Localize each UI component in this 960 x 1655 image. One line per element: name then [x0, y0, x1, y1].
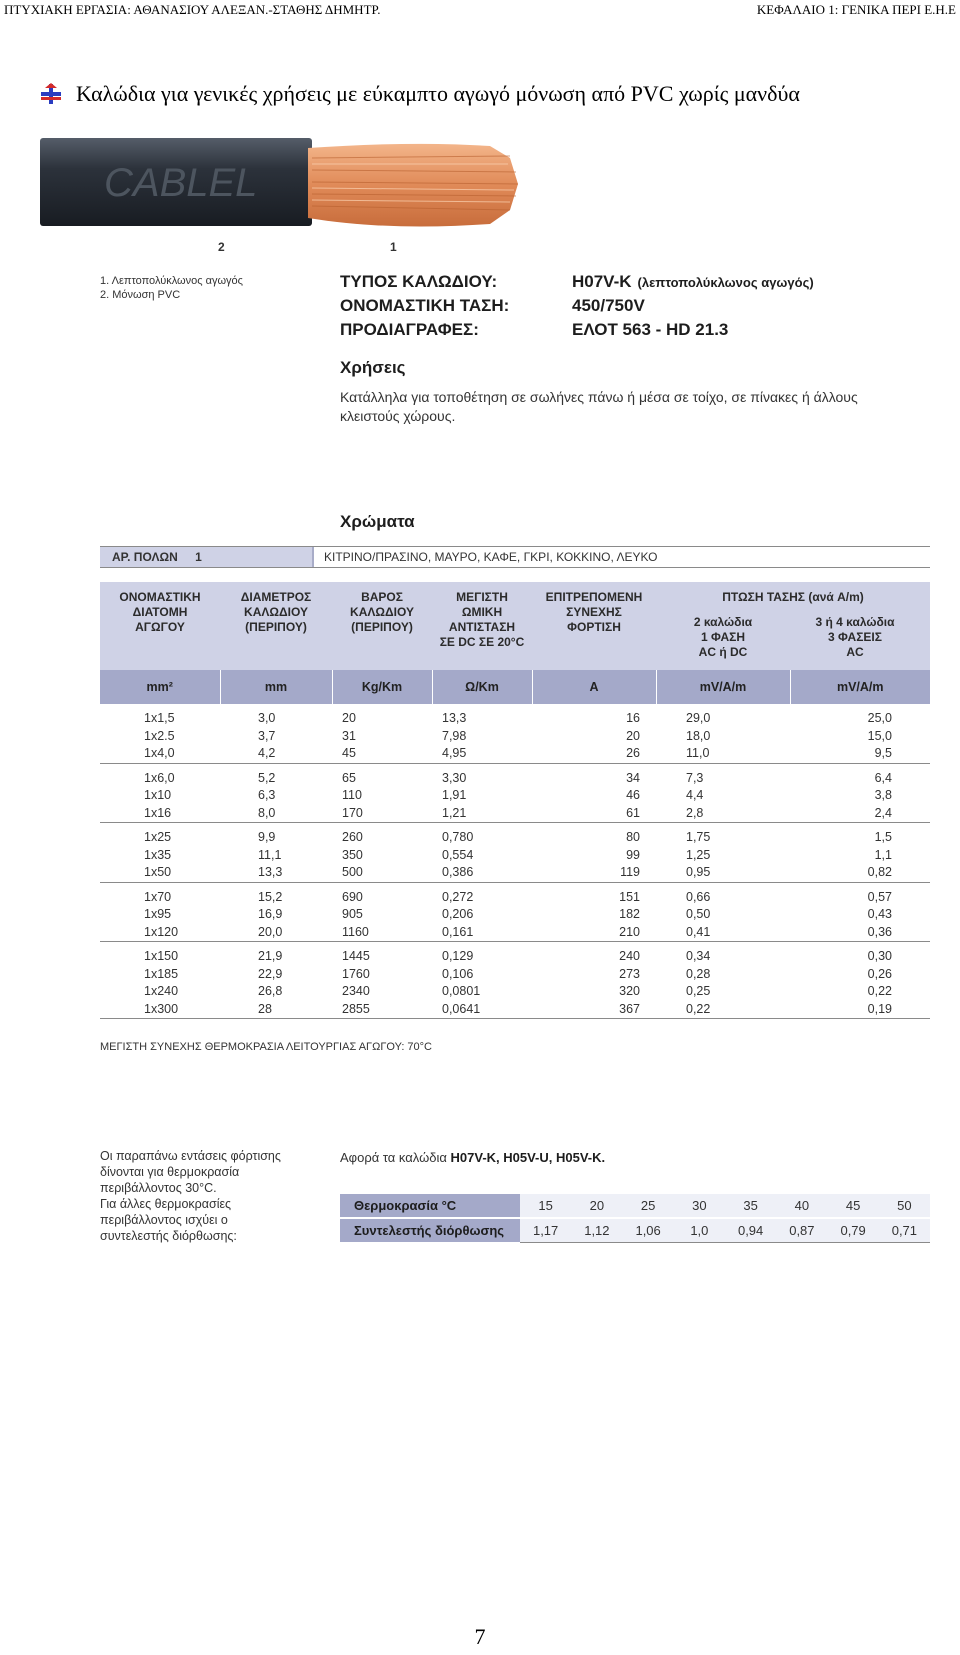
- legend-item: 1. Λεπτοπολύκλωνος αγωγός: [100, 275, 243, 287]
- bullet-arrow-icon: [40, 83, 62, 105]
- table-cell: 1x2.5: [144, 728, 175, 743]
- th-resistance-l3: ΑΝΤΙΣΤΑΣΗ: [448, 620, 516, 634]
- colors-list: ΚΙΤΡΙΝΟ/ΠΡΑΣΙΝΟ, ΜΑΥΡΟ, ΚΑΦΕ, ΓΚΡΙ, ΚΟΚΚΙΝΟ, ΛΕΥΚΟ: [324, 550, 658, 564]
- correction-temp-cell: 15: [520, 1194, 571, 1218]
- table-row: [100, 1001, 930, 1019]
- table-cell: 20,0: [220, 924, 332, 942]
- table-cell: 1x6,0: [144, 770, 175, 785]
- correction-coef-cell: 0,94: [725, 1218, 776, 1242]
- table-cell: 13,3: [220, 864, 332, 882]
- table-cell: 1x50: [100, 864, 220, 882]
- table-cell: 1x120: [100, 924, 220, 942]
- table-cell: 2340: [342, 984, 370, 998]
- table-cell: 0,34: [686, 949, 711, 963]
- table-cell: 16,9: [258, 907, 283, 921]
- table-cell: 0,0641: [432, 1001, 532, 1019]
- correction-temp-cell: 50: [879, 1194, 930, 1218]
- footnote-line: δίνονται για θερμοκρασία: [100, 1165, 240, 1179]
- table-row: [100, 805, 930, 823]
- applies-note: [340, 1150, 605, 1165]
- table-cell: 0,36: [790, 924, 930, 942]
- table-cell: 18,0: [686, 728, 711, 743]
- section-title: [40, 78, 800, 110]
- header-right: ΚΕΦΑΛΑΙΟ 1: ΓΕΝΙΚΑ ΠΕΡΙ Ε.Η.Ε: [756, 2, 956, 17]
- footnote-line: συντελεστής διόρθωσης:: [100, 1229, 237, 1243]
- th-weight-l3: (ΠΕΡΙΠΟΥ): [351, 620, 413, 634]
- table-cell: 0,780: [442, 830, 474, 844]
- table-cell: 182: [619, 907, 640, 921]
- correction-coef-cell: 1,17: [520, 1218, 571, 1242]
- table-cell: 3,8: [874, 788, 892, 802]
- table-cell: 20: [342, 711, 356, 725]
- th-vdrop-3-l3: AC: [846, 645, 864, 659]
- uses-heading: Χρήσεις: [340, 358, 406, 377]
- table-cell: 0,50: [686, 907, 711, 921]
- table-cell: 350: [342, 847, 363, 862]
- table-cell: 25,0: [867, 711, 892, 725]
- table-cell: 1x1,5: [144, 711, 175, 725]
- table-row: [100, 966, 930, 984]
- spec-row-standards: [340, 320, 900, 344]
- table-cell: 0,0801: [442, 984, 481, 998]
- th-weight-l1: ΒΑΡΟΣ: [361, 590, 403, 604]
- table-cell: 0,26: [867, 966, 892, 981]
- th-current-l1: ΕΠΙΤΡΕΠΟΜΕΝΗ: [545, 590, 643, 604]
- cable-photo: [40, 138, 520, 230]
- header-left: ΠΤΥΧΙΑΚΗ ΕΡΓΑΣΙΑ: ΑΘΑΝΑΣΙΟΥ ΑΛΕΞΑΝ.-ΣΤΑΘΗΣ ΔΗΜΗΤΡ.: [4, 2, 381, 17]
- table-cell: 0,554: [442, 847, 474, 862]
- spec-block: [340, 272, 900, 344]
- table-row: [100, 823, 930, 847]
- table-cell: 1x185: [144, 966, 179, 981]
- footnote-line: περιβάλλοντος 30°C.: [100, 1181, 217, 1195]
- table-cell: 80: [626, 830, 640, 844]
- spec-standards-label: ΠΡΟΔΙΑΓΡΑΦΕΣ:: [340, 320, 479, 339]
- unit-cell: Ω/Km: [432, 670, 532, 704]
- th-diameter-l3: (ΠΕΡΙΠΟΥ): [245, 620, 307, 634]
- table-cell: 0,30: [867, 949, 892, 963]
- table-cell: 29,0: [686, 711, 711, 725]
- table-cell: 4,4: [686, 788, 704, 802]
- th-diameter-l2: ΚΑΛΩΔΙΟΥ: [244, 605, 308, 619]
- table-cell: 6,3: [258, 788, 276, 802]
- table-cell: 1160: [332, 924, 432, 942]
- correction-coef-row: [340, 1218, 930, 1242]
- table-head-titles: [100, 582, 930, 670]
- applies-models: H07V-K, H05V-U, H05V-K.: [450, 1150, 606, 1165]
- table-cell: 4,95: [432, 745, 532, 763]
- correction-coef-cell: 0,71: [879, 1218, 930, 1242]
- table-cell: 4,2: [220, 745, 332, 763]
- table-cell: 1x4,0: [100, 745, 220, 763]
- correction-coef-cell: 1,0: [674, 1218, 725, 1242]
- correction-coef-cell: 0,87: [776, 1218, 827, 1242]
- table-head-units: [100, 670, 930, 704]
- table-cell: 0,106: [442, 966, 474, 981]
- table-cell: 0,66: [686, 889, 711, 904]
- table-row: [100, 983, 930, 1001]
- table-cell: 210: [532, 924, 656, 942]
- table-cell: 0,161: [432, 924, 532, 942]
- table-cell: 45: [332, 745, 432, 763]
- th-diameter: [220, 582, 332, 670]
- correction-coef-cell: 1,06: [623, 1218, 674, 1242]
- th-section-l2: ΔΙΑΤΟΜΗ: [132, 605, 188, 619]
- table-cell: 0,25: [686, 984, 711, 998]
- table-cell: 5,2: [258, 770, 276, 785]
- table-cell: 1x240: [144, 984, 179, 998]
- correction-temp-cell: 30: [674, 1194, 725, 1218]
- table-cell: 9,5: [790, 745, 930, 763]
- th-vdrop-1-l3: AC ή DC: [698, 645, 748, 659]
- table-cell: 3,30: [442, 770, 467, 785]
- poles-value: 1: [195, 550, 202, 564]
- colors-bar: [100, 546, 930, 568]
- table-cell: 15,0: [867, 728, 892, 743]
- table-cell: 1x35: [144, 847, 172, 862]
- table-cell: 0,43: [867, 907, 892, 921]
- table-cell: 11,0: [656, 745, 790, 763]
- table-cell: 20: [626, 728, 640, 743]
- table-cell: 13,3: [442, 711, 467, 725]
- unit-cell: mV/A/m: [656, 670, 790, 704]
- table-cell: 1445: [342, 949, 370, 963]
- table-cell: 1x10: [144, 788, 172, 802]
- table-cell: 0,386: [432, 864, 532, 882]
- th-weight: [332, 582, 432, 670]
- th-current-l3: ΦΟΡΤΙΣΗ: [567, 620, 621, 634]
- th-vdrop-3-l1: 3 ή 4 καλώδια: [815, 615, 895, 629]
- table-cell: 22,9: [258, 966, 283, 981]
- table-cell: 240: [619, 949, 640, 963]
- th-weight-l2: ΚΑΛΩΔΙΟΥ: [350, 605, 414, 619]
- table-cell: 151: [619, 889, 640, 904]
- table-cell: 31: [342, 728, 356, 743]
- table-cell: 1x150: [144, 949, 179, 963]
- max-temp-note: ΜΕΓΙΣΤΗ ΣΥΝΕΧΗΣ ΘΕΡΜΟΚΡΑΣΙΑ ΛΕΙΤΟΥΡΓΙΑΣ ΑΓΩΓΟΥ: 70°C: [100, 1041, 433, 1053]
- th-section-l1: ΟΝΟΜΑΣΤΙΚΗ: [119, 590, 201, 604]
- table-cell: 34: [626, 770, 640, 785]
- uses-text: Κατάλληλα για τοποθέτηση σε σωλήνες πάνω ή μέσα σε τοίχο, σε πίνακες ή άλλους κλειστούς χώρους.: [340, 389, 858, 424]
- th-vdrop-3-l2: 3 ΦΑΣΕΙΣ: [828, 630, 882, 644]
- spec-type-value-wrap: [572, 272, 814, 292]
- table-cell: 15,2: [258, 889, 283, 904]
- table-row: [100, 763, 930, 787]
- running-header: [0, 2, 960, 22]
- table-cell: 1x70: [144, 889, 172, 904]
- footnote: [100, 1148, 330, 1244]
- correction-coef-cell: 0,79: [828, 1218, 879, 1242]
- page-number: 7: [474, 1624, 486, 1649]
- unit-cell: mV/A/m: [790, 670, 930, 704]
- table-cell: 28: [220, 1001, 332, 1019]
- table-cell: 690: [342, 889, 363, 904]
- footnote-line: Για άλλες θερμοκρασίες: [100, 1197, 232, 1211]
- table-cell: 1,5: [874, 830, 892, 844]
- table-cell: 0,57: [867, 889, 892, 904]
- correction-temp-row: [340, 1194, 930, 1218]
- table-cell: 1x300: [100, 1001, 220, 1019]
- correction-temp-cell: 25: [623, 1194, 674, 1218]
- table-cell: 7,98: [442, 728, 467, 743]
- table-cell: 1,91: [442, 788, 467, 802]
- table-cell: 9,9: [258, 830, 276, 844]
- table-cell: 500: [332, 864, 432, 882]
- table-cell: 26,8: [258, 984, 283, 998]
- poles-cell: [100, 547, 314, 567]
- table-cell: 905: [342, 907, 363, 921]
- th-resistance-l2: ΩΜΙΚΗ: [461, 605, 503, 619]
- table-cell: 110: [342, 788, 362, 802]
- table-cell: 1x95: [144, 907, 172, 921]
- table-cell: 2855: [332, 1001, 432, 1019]
- table-cell: 1,1: [874, 847, 892, 862]
- table-cell: 1x25: [144, 830, 172, 844]
- table-cell: 99: [626, 847, 640, 862]
- table-cell: 16: [626, 711, 640, 725]
- table-row: [100, 864, 930, 882]
- table-cell: 273: [619, 966, 640, 981]
- table-cell: 21,9: [258, 949, 283, 963]
- correction-temp-cell: 20: [571, 1194, 622, 1218]
- spec-row-type: [340, 272, 900, 296]
- table-row: [100, 728, 930, 746]
- table-cell: 2,4: [790, 805, 930, 823]
- table-cell: 26: [532, 745, 656, 763]
- spec-row-voltage: [340, 296, 900, 320]
- correction-temp-cell: 35: [725, 1194, 776, 1218]
- table-cell: 367: [532, 1001, 656, 1019]
- table-cell: 65: [342, 770, 356, 785]
- correction-coef-cell: 1,12: [571, 1218, 622, 1242]
- table-cell: 0,28: [686, 966, 711, 981]
- unit-cell: mm: [220, 670, 332, 704]
- th-vdrop-1-l2: 1 ΦΑΣΗ: [700, 630, 746, 644]
- table-cell: 0,272: [442, 889, 474, 904]
- table-cell: 61: [532, 805, 656, 823]
- spec-standards-value: ΕΛΟΤ 563 - HD 21.3: [572, 320, 729, 339]
- table-cell: 0,95: [656, 864, 790, 882]
- th-section-l3: ΑΓΩΓΟΥ: [135, 620, 185, 634]
- correction-coef-label: Συντελεστής διόρθωσης: [340, 1218, 520, 1242]
- table-cell: 1,25: [686, 847, 711, 862]
- table-cell: 0,129: [442, 949, 474, 963]
- table-cell: 6,4: [874, 770, 892, 785]
- colors-heading: Χρώματα: [340, 512, 415, 531]
- th-resistance: [432, 582, 532, 670]
- unit-cell: mm²: [100, 670, 220, 704]
- table-cell: 7,3: [686, 770, 704, 785]
- unit-cell: A: [532, 670, 656, 704]
- table-row: [100, 942, 930, 966]
- section-title-text: Καλώδια για γενικές χρήσεις με εύκαμπτο αγωγό μόνωση από PVC χωρίς μανδύα: [76, 81, 800, 106]
- th-vdrop-title: ΠΤΩΣΗ ΤΑΣΗΣ (ανά A/m): [722, 590, 864, 604]
- table-cell: 3,0: [258, 711, 276, 725]
- th-vdrop-1-l1: 2 καλώδια: [693, 615, 753, 629]
- legend-item: 2. Μόνωση PVC: [100, 289, 181, 301]
- correction-temp-cell: 40: [776, 1194, 827, 1218]
- table-cell: 0,82: [790, 864, 930, 882]
- table-cell: 0,41: [656, 924, 790, 942]
- correction-temp-label: Θερμοκρασία °C: [340, 1194, 520, 1218]
- table-body: [100, 704, 930, 1019]
- applies-prefix: Αφορά τα καλώδια: [340, 1150, 447, 1165]
- th-section: [100, 582, 220, 670]
- spec-table: [100, 582, 930, 1019]
- table-row: [100, 787, 930, 805]
- unit-cell: Kg/Km: [332, 670, 432, 704]
- th-current-l2: ΣΥΝΕΧΗΣ: [566, 605, 622, 619]
- footnote-line: Οι παραπάνω εντάσεις φόρτισης: [100, 1149, 281, 1163]
- spec-type-value: H07V-K: [572, 272, 632, 291]
- table-row: [100, 745, 930, 763]
- table-row: [100, 924, 930, 942]
- table-cell: 1,21: [432, 805, 532, 823]
- table-cell: 46: [626, 788, 640, 802]
- th-resistance-l4: ΣΕ DC ΣΕ 20°C: [439, 635, 525, 649]
- part-label-insulation: 2: [218, 240, 225, 254]
- table-cell: 0,22: [867, 984, 892, 998]
- table-row: [100, 906, 930, 924]
- th-current: [532, 582, 656, 670]
- th-vdrop-3: [790, 615, 920, 660]
- table-cell: 0,19: [790, 1001, 930, 1019]
- th-resistance-l1: ΜΕΓΙΣΤΗ: [456, 590, 508, 604]
- spec-type-note: (λεπτοπολύκλωνος αγωγός): [637, 275, 814, 290]
- photo-legend: [100, 274, 243, 302]
- correction-temp-cell: 45: [828, 1194, 879, 1218]
- table-cell: 0,206: [442, 907, 474, 921]
- table-cell: 1x16: [100, 805, 220, 823]
- correction-table: [340, 1194, 930, 1243]
- th-vdrop-1: [656, 615, 790, 660]
- table-row: [100, 882, 930, 906]
- spec-voltage-value: 450/750V: [572, 296, 645, 315]
- table-cell: 170: [332, 805, 432, 823]
- poles-label: ΑΡ. ΠΟΛΩΝ: [112, 550, 178, 564]
- table-cell: 320: [619, 984, 640, 998]
- table-cell: 119: [532, 864, 656, 882]
- table-cell: 11,1: [258, 847, 282, 862]
- spec-type-label: ΤΥΠΟΣ ΚΑΛΩΔΙΟΥ:: [340, 272, 498, 291]
- table-row: [100, 847, 930, 865]
- table-cell: 3,7: [258, 728, 276, 743]
- table-cell: 1,75: [686, 830, 711, 844]
- table-cell: 2,8: [656, 805, 790, 823]
- th-voltage-drop: [656, 582, 930, 670]
- table-cell: 260: [342, 830, 363, 844]
- th-diameter-l1: ΔΙΑΜΕΤΡΟΣ: [240, 590, 312, 604]
- part-label-conductor: 1: [390, 240, 397, 254]
- table-cell: 1760: [342, 966, 370, 981]
- table-cell: 8,0: [220, 805, 332, 823]
- table-cell: 0,22: [656, 1001, 790, 1019]
- cable-brand: CABLEL: [104, 161, 258, 205]
- table-row: [100, 704, 930, 728]
- spec-voltage-label: ΟΝΟΜΑΣΤΙΚΗ ΤΑΣΗ:: [340, 296, 510, 315]
- footnote-line: περιβάλλοντος ισχύει ο: [100, 1213, 228, 1227]
- th-vdrop-sub: [656, 615, 930, 660]
